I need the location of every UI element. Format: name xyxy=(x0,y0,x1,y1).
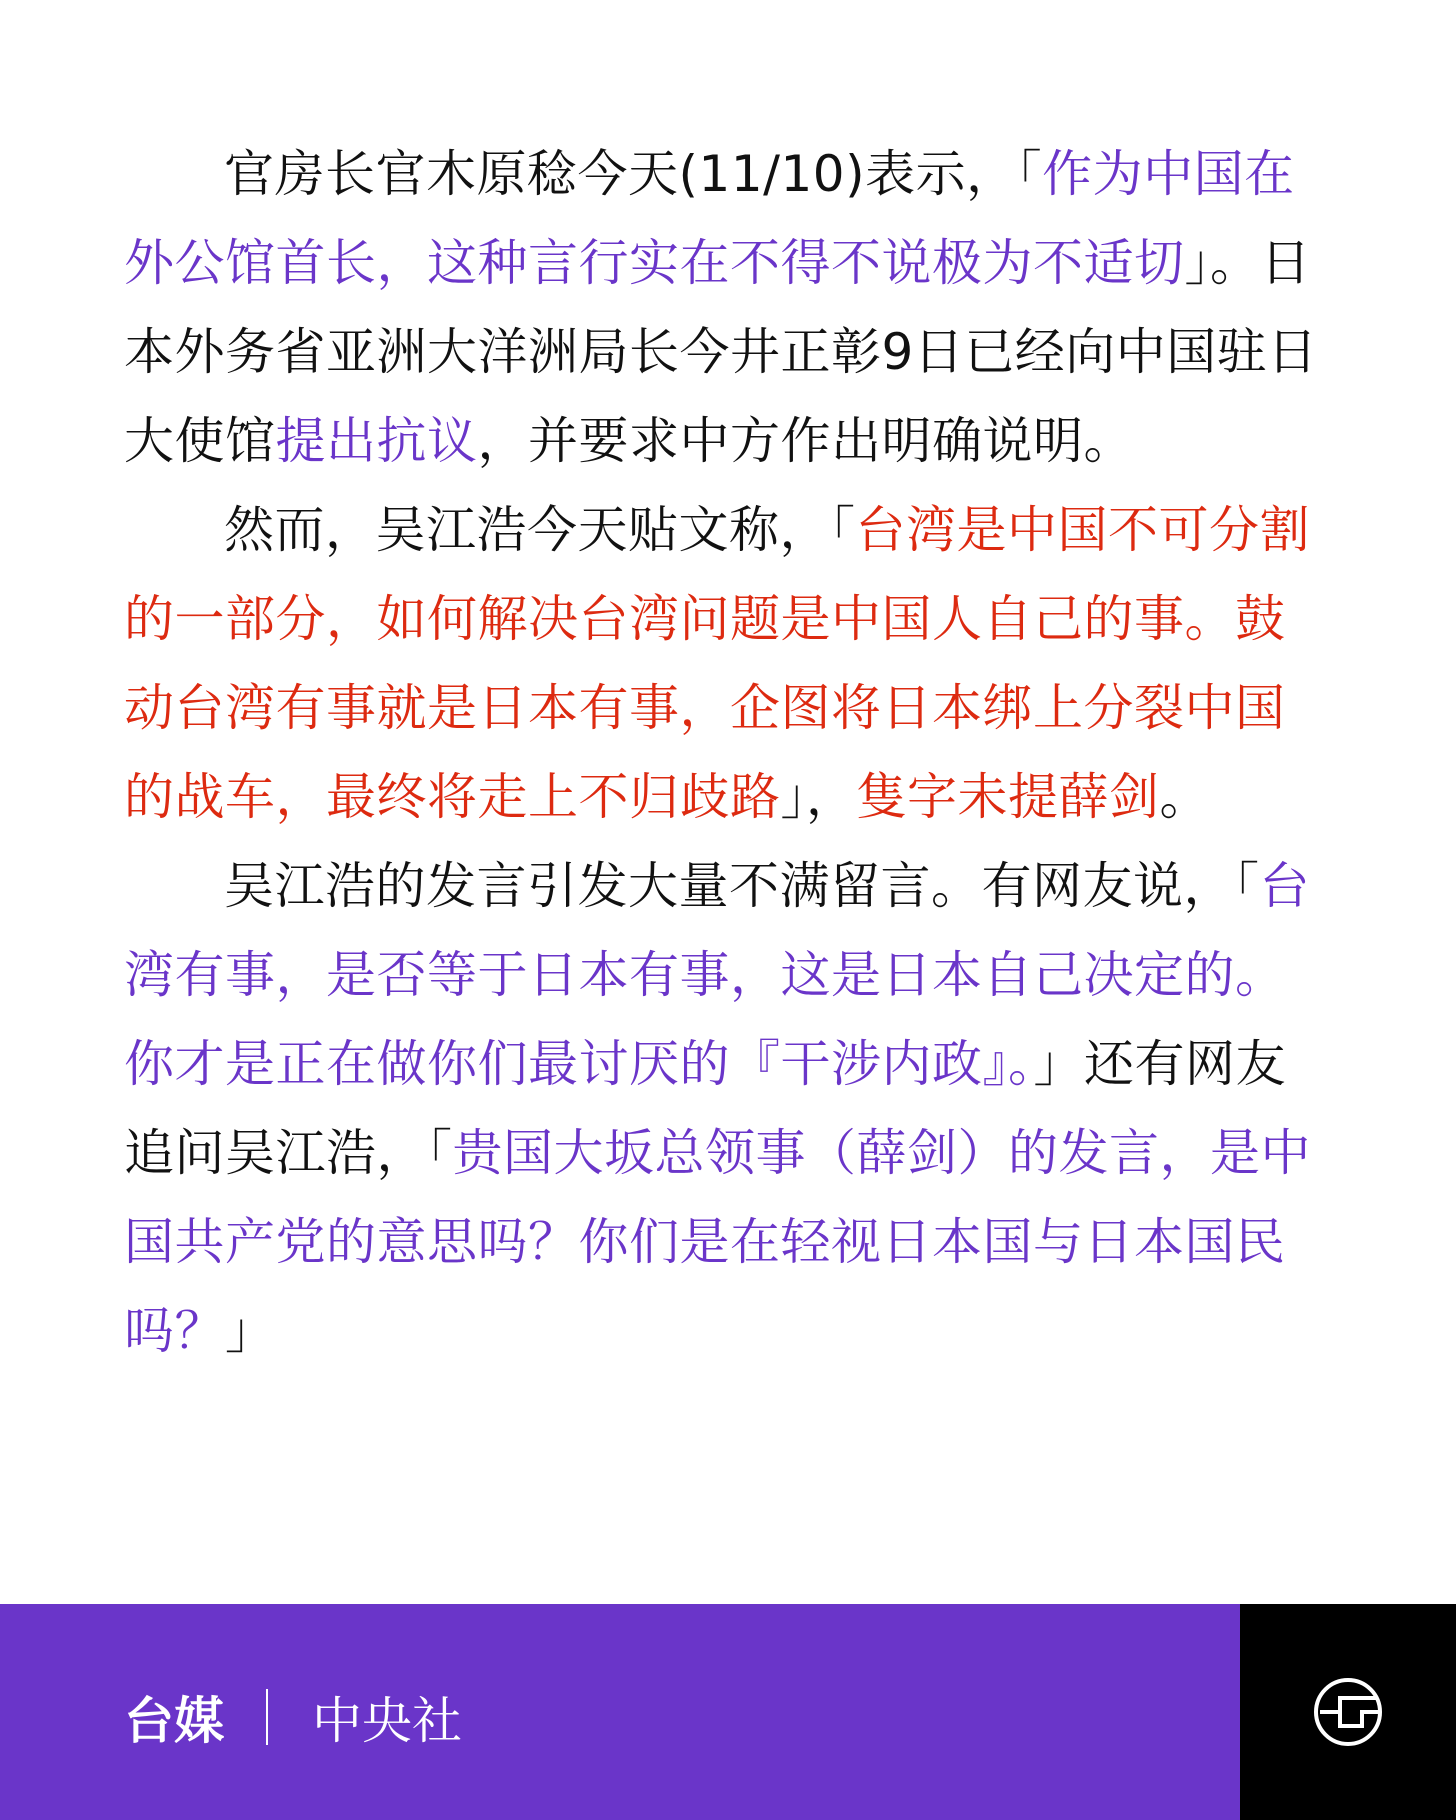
brand-logo-icon xyxy=(1312,1676,1384,1748)
footer-divider xyxy=(266,1689,268,1745)
logo-box xyxy=(1240,1604,1456,1820)
text-segment: 」。日本外务省亚洲大洋洲局长今井正彰9日已经向中国驻日大使馆 xyxy=(124,234,1318,470)
text-segment: 」 xyxy=(225,1302,276,1360)
quote-highlight: 台湾有事，是否等于日本有事，这是日本自己决定的。你才是正在做你们最讨厌的『干涉内政』。 xyxy=(124,857,1310,1093)
quote-highlight: 贵国大坂总领事（薛剑）的发言，是中国共产党的意思吗？你们是在轻视日本国与日本国民吗？ xyxy=(124,1124,1311,1360)
footer-category: 台媒 xyxy=(124,1693,224,1749)
text-segment: 然而，吴江浩今天贴文称，「 xyxy=(224,501,856,559)
text-segment: 」， xyxy=(780,768,857,826)
text-segment: 官房长官木原稔今天(11/10)表示，「 xyxy=(224,145,1043,203)
paragraph-1 xyxy=(124,130,1334,486)
quote-highlight-red: 台湾是中国不可分割的一部分，如何解决台湾问题是中国人自己的事。鼓动台湾有事就是日本有事，企图将日本绑上分裂中国的战车，最终将走上不归歧路 xyxy=(124,501,1310,826)
footer-bar xyxy=(0,1604,1240,1820)
text-segment: 。 xyxy=(1159,768,1210,826)
note-highlight-red: 隻字未提薛剑 xyxy=(856,768,1160,826)
footer-source: 中央社 xyxy=(312,1693,462,1749)
paragraph-2 xyxy=(124,486,1334,842)
quote-highlight: 作为中国在外公馆首长，这种言行实在不得不说极为不适切 xyxy=(124,145,1295,292)
text-segment: ，并要求中方作出明确说明。 xyxy=(477,412,1134,470)
protest-highlight: 提出抗议 xyxy=(275,412,478,470)
paragraph-3 xyxy=(124,842,1334,1376)
text-segment: 」还有网友追问吴江浩，「 xyxy=(124,1035,1286,1182)
footer-source-line xyxy=(124,1682,462,1752)
article-body xyxy=(124,130,1334,1376)
text-segment: 吴江浩的发言引发大量不满留言。有网友说，「 xyxy=(224,857,1260,915)
